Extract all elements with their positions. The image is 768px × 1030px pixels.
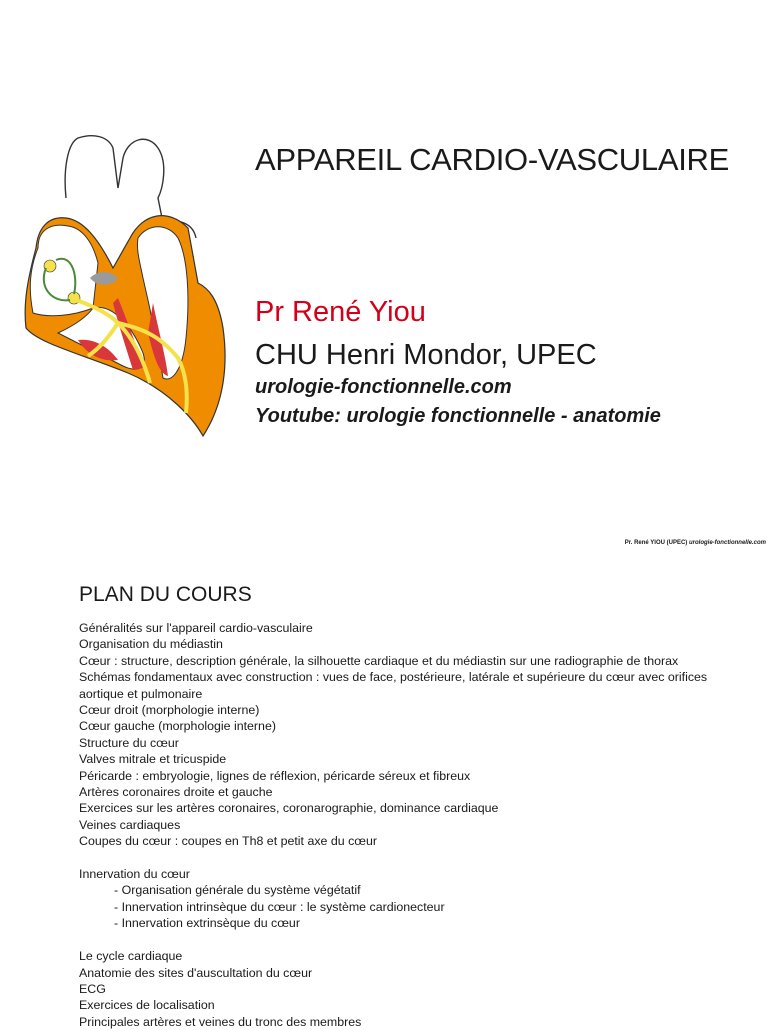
plan-item: Cœur droit (morphologie interne) [79,703,260,718]
author-name: Pr René Yiou [255,296,426,328]
plan-item: Valves mitrale et tricuspide [79,752,227,767]
plan-item: Péricarde : embryologie, lignes de réflexion, péricarde séreux et fibreux [79,768,471,783]
plan-spacer [79,850,739,866]
footer-credit [625,540,766,546]
plan-subitem: - Innervation intrinsèque du cœur : le système cardionecteur [114,899,445,914]
plan-subitem: - Innervation extrinsèque du cœur [114,916,300,931]
plan-item: ECG [79,981,106,996]
institution-name: CHU Henri Mondor, UPEC [255,339,597,371]
plan-item: Généralités sur l'appareil cardio-vasculaire [79,621,313,635]
plan-item: Coupes du cœur : coupes en Th8 et petit axe du cœur [79,834,377,849]
footer-credit-site: urologie-fonctionnelle.com [688,540,766,546]
plan-item: Principales artères et veines du tronc des membres [79,1014,362,1029]
website-link[interactable]: urologie-fonctionnelle.com [255,376,512,398]
plan-section-title: Innervation du cœur [79,867,190,882]
plan-heading: PLAN DU COURS [79,583,252,606]
plan-list [79,620,739,1030]
course-title: APPAREIL CARDIO-VASCULAIRE [255,142,729,177]
plan-subitem: - Organisation générale du système végétatif [114,883,361,898]
plan-item: Schémas fondamentaux avec construction : vues de face, postérieure, latérale et supérieure du cœur avec orifices aortique et pulmonaire [79,670,708,701]
plan-item: Organisation du médiastin [79,637,223,652]
plan-item: Cœur : structure, description générale, la silhouette cardiaque et du médiastin sur une radiographie de thorax [79,653,679,668]
heart-illustration [18,128,228,438]
plan-item: Exercices sur les artères coronaires, coronarographie, dominance cardiaque [79,801,499,816]
plan-item: Artères coronaires droite et gauche [79,785,273,800]
footer-credit-name: Pr. René YIOU (UPEC) [624,540,688,546]
plan-item: Veines cardiaques [79,817,181,832]
plan-item: Anatomie des sites d'auscultation du cœur [79,965,313,980]
plan-spacer [79,932,739,948]
plan-item: Cœur gauche (morphologie interne) [79,719,276,734]
plan-item: Le cycle cardiaque [79,949,183,964]
plan-item: Exercices de localisation [79,998,215,1013]
right-atrium [30,225,98,316]
youtube-channel: Youtube: urologie fonctionnelle - anatomie [255,405,661,427]
plan-item: Structure du cœur [79,735,179,750]
